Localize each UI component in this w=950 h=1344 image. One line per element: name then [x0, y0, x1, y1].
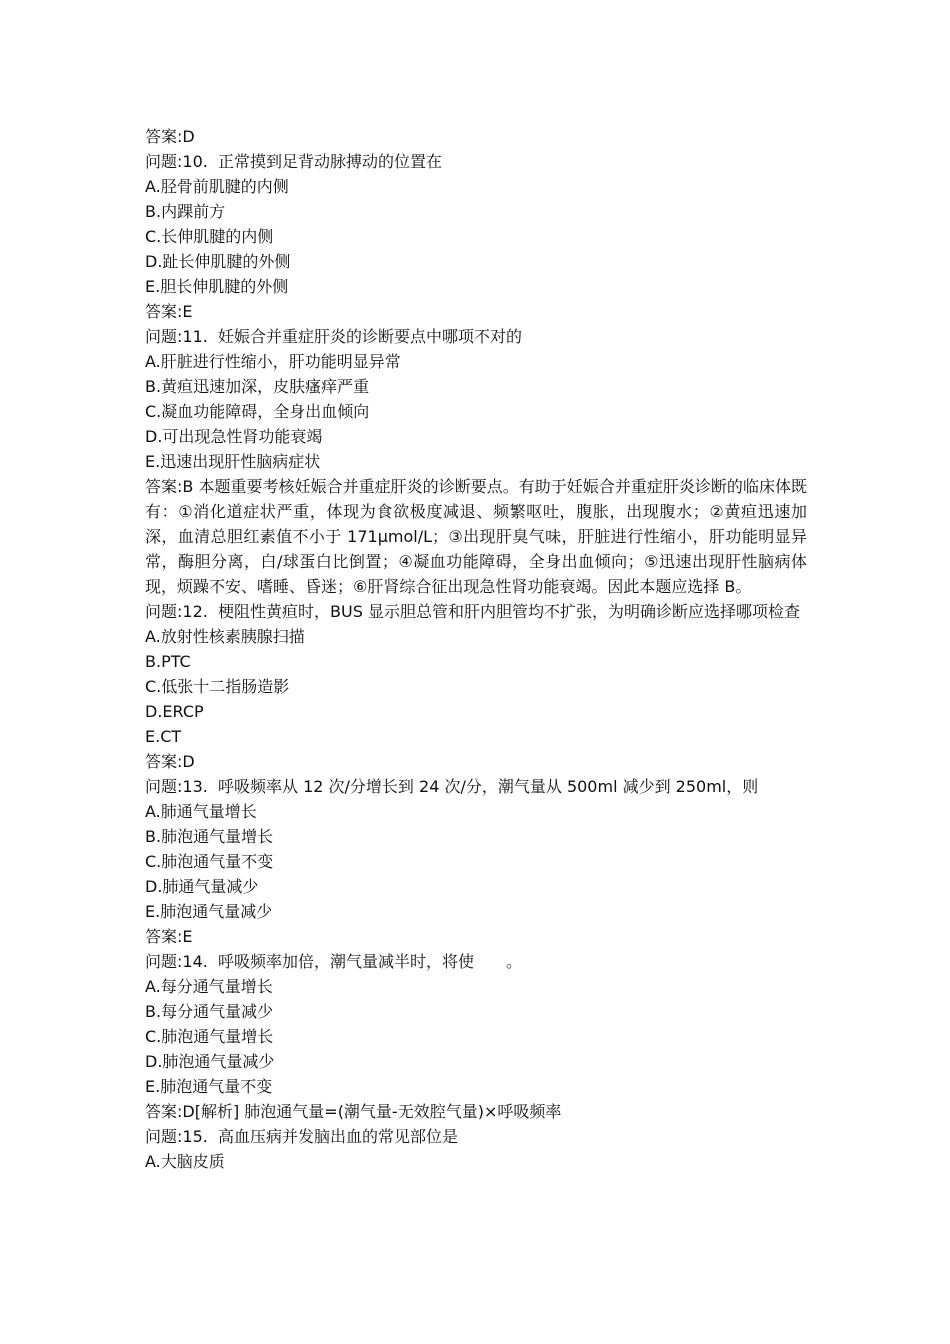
- page-content: [145, 124, 807, 1174]
- question-12: [145, 599, 807, 774]
- option-b: B.肺泡通气量增长: [145, 827, 274, 846]
- option-b: B.内踝前方: [145, 202, 226, 221]
- question-15: [145, 1124, 807, 1174]
- answer-explanation: 答案:B 本题重要考核妊娠合并重症肝炎的诊断要点。有助于妊娠合并重症肝炎诊断的临床体既有：①消化道症状严重，体现为食欲极度减退、频繁呕吐，腹胀，出现腹水；②黄疸迅速加深，血清总胆红素值不小于 171μmol/L；③出现肝臭气味，肝脏进行性缩小，肝功能明显异常，酶胆分离，白/球蛋白比倒置；④凝血功能障碍，全身出血倾向；⑤迅速出现肝性脑病体现，烦躁不安、嗜睡、昏迷；⑥肝肾综合征出现急性肾功能衰竭。因此本题应选择 B。: [145, 477, 807, 596]
- option-b: B.PTC: [145, 652, 191, 671]
- option-a: A.放射性核素胰腺扫描: [145, 627, 305, 646]
- question-11: [145, 324, 807, 599]
- option-e: E.肺泡通气量不变: [145, 1077, 273, 1096]
- option-d: D.趾长伸肌腱的外侧: [145, 252, 291, 271]
- question-10: [145, 149, 807, 324]
- option-b: B.黄疸迅速加深，皮肤瘙痒严重: [145, 377, 370, 396]
- answer-line: 答案:D: [145, 127, 195, 146]
- option-e: E.肺泡通气量减少: [145, 902, 273, 921]
- option-d: D.可出现急性肾功能衰竭: [145, 427, 323, 446]
- option-e: E.胆长伸肌腱的外侧: [145, 277, 289, 296]
- option-d: D.ERCP: [145, 702, 204, 721]
- question-stem: 问题:12. 梗阻性黄疸时，BUS 显示胆总管和肝内胆管均不扩张，为明确诊断应选择哪项检查: [145, 602, 800, 621]
- question-stem: 问题:10. 正常摸到足背动脉搏动的位置在: [145, 152, 443, 171]
- question-stem: 问题:13. 呼吸频率从 12 次/分增长到 24 次/分，潮气量从 500ml 减少到 250ml，则: [145, 777, 759, 796]
- option-c: C.肺泡通气量增长: [145, 1027, 274, 1046]
- answer-explanation: 答案:D[解析] 肺泡通气量=(潮气量-无效腔气量)×呼吸频率: [145, 1102, 562, 1121]
- answer-line: 答案:D: [145, 752, 195, 771]
- option-a: A.每分通气量增长: [145, 977, 273, 996]
- answer-line: 答案:E: [145, 927, 193, 946]
- option-e: E.CT: [145, 727, 182, 746]
- option-c: C.低张十二指肠造影: [145, 677, 290, 696]
- question-13: [145, 774, 807, 949]
- option-a: A.肺通气量增长: [145, 802, 257, 821]
- option-b: B.每分通气量减少: [145, 1002, 274, 1021]
- option-c: C.凝血功能障碍，全身出血倾向: [145, 402, 370, 421]
- question-14: [145, 949, 807, 1124]
- option-a: A.胫骨前肌腱的内侧: [145, 177, 289, 196]
- option-e: E.迅速出现肝性脑病症状: [145, 452, 321, 471]
- question-stem: 问题:14. 呼吸频率加倍，潮气量减半时，将使 。: [145, 952, 523, 971]
- question-stem: 问题:11. 妊娠合并重症肝炎的诊断要点中哪项不对的: [145, 327, 523, 346]
- option-c: C.长伸肌腱的内侧: [145, 227, 274, 246]
- answer-line: 答案:E: [145, 302, 193, 321]
- option-d: D.肺泡通气量减少: [145, 1052, 275, 1071]
- option-c: C.肺泡通气量不变: [145, 852, 274, 871]
- question-stem: 问题:15. 高血压病并发脑出血的常见部位是: [145, 1127, 459, 1146]
- option-a: A.肝脏进行性缩小，肝功能明显异常: [145, 352, 401, 371]
- option-d: D.肺通气量减少: [145, 877, 259, 896]
- option-a: A.大脑皮质: [145, 1152, 225, 1171]
